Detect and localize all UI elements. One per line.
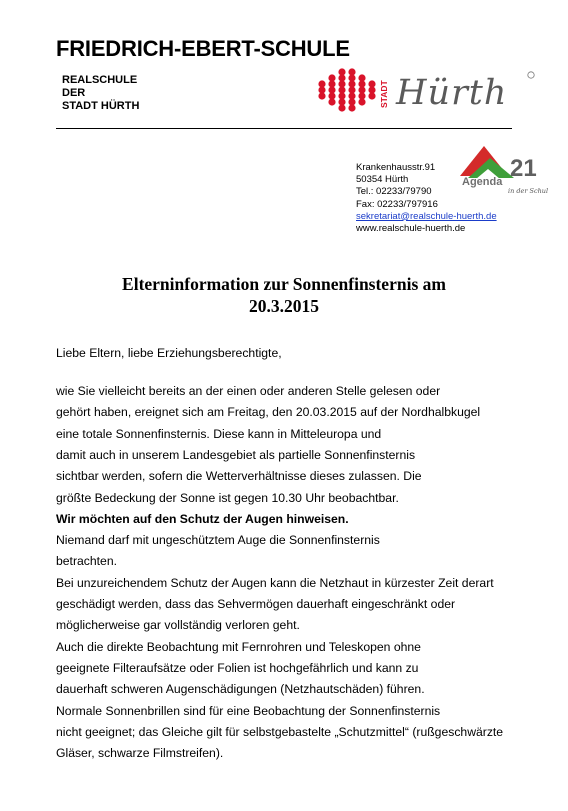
logo-dot-21 [348, 104, 355, 111]
body-line: eine totale Sonnenfinsternis. Diese kann in Mitteleuropa und [56, 426, 382, 441]
body-line: betrachten. [56, 554, 117, 569]
document-title-line: 20.3.2015 [249, 296, 319, 316]
body-line: Bei unzureichendem Schutz der Augen kann die Netzhaut in kürzester Zeit derart [56, 575, 494, 590]
salutation: Liebe Eltern, liebe Erziehungsberechtigte, [56, 346, 282, 360]
school-type-line: DER [62, 87, 86, 99]
school-type-line: REALSCHULE [62, 74, 138, 86]
logo-stadt-text: STADT [379, 80, 389, 108]
document-title [60, 273, 508, 317]
body-line: geschädigt werden, dass das Sehvermögen dauerhaft eingeschränkt oder [56, 597, 456, 611]
agenda21-logo [458, 142, 548, 198]
body-line: Gläser, schwarze Filmstreifen). [56, 746, 224, 761]
agenda-text: Agenda [462, 176, 503, 188]
body-line: Normale Sonnenbrillen sind für eine Beobachtung der Sonnenfinsternis [56, 703, 441, 718]
logo-dot-29 [368, 92, 375, 99]
dot-pattern-icon [318, 68, 375, 111]
contact-street: Krankenhausstr.91 [356, 162, 436, 173]
body-line: möglicherweise gar vollständig verloren geht. [56, 618, 300, 633]
logo-dot-7 [328, 98, 335, 105]
logo-city-text: Hürth [396, 73, 508, 113]
body-line: sichtbar werden, sofern die Wetterverhältnisse dieses zulassen. Die [56, 469, 422, 484]
body-line: dauerhaft schweren Augenschädigungen (Netzhautschäden) führen. [56, 682, 425, 697]
logo-dot-2 [318, 92, 325, 99]
contact-city: 50354 Hürth [356, 174, 409, 186]
school-type-line: STADT HÜRTH [62, 100, 140, 112]
body-line: damit auch in unserem Landesgebiet als partielle Sonnenfinsternis [56, 447, 416, 462]
agenda21-logo-graphic [458, 142, 548, 198]
logo-dot-26 [358, 98, 365, 105]
body-line: nicht geeignet; das Gleiche gilt für selbstgebastelte „Schutzmittel“ (rußgeschwärzte [56, 724, 504, 739]
body-line: geeignete Filteraufsätze oder Folien ist hochgefährlich und kann zu [56, 660, 419, 675]
agenda-tagline: in der Schule [508, 187, 548, 195]
contact-fax: Fax: 02233/797916 [356, 198, 438, 210]
stadt-huerth-logo-graphic [316, 64, 546, 114]
stadt-huerth-logo [316, 64, 546, 114]
body-line: Auch die direkte Beobachtung mit Fernrohren und Teleskopen ohne [56, 639, 421, 654]
agenda-number: 21 [510, 155, 537, 182]
header-divider [56, 128, 512, 129]
body-line-emphasis: Wir möchten auf den Schutz der Augen hinweisen. [56, 511, 349, 526]
body-line: wie Sie vielleicht bereits an der einen oder anderen Stelle gelesen oder [56, 384, 441, 398]
registered-mark-icon [528, 72, 534, 78]
contact-email-link[interactable]: sekretariat@realschule-huerth.de [356, 210, 497, 222]
body-line: gehört haben, ereignet sich am Freitag, den 20.03.2015 auf der Nordhalbkugel [56, 405, 481, 420]
body-line: Niemand darf mit ungeschütztem Auge die Sonnenfinsternis [56, 533, 380, 548]
logo-dot-14 [338, 104, 345, 111]
school-name: FRIEDRICH-EBERT-SCHULE [56, 36, 350, 61]
contact-phone: Tel.: 02233/79790 [356, 186, 432, 198]
school-type-block [62, 74, 139, 113]
document-title-line: Elterninformation zur Sonnenfinsternis am [122, 274, 446, 294]
contact-web: www.realschule-huerth.de [356, 223, 466, 235]
body-line: größte Bedeckung der Sonne ist gegen 10.30 Uhr beobachtbar. [56, 490, 399, 505]
